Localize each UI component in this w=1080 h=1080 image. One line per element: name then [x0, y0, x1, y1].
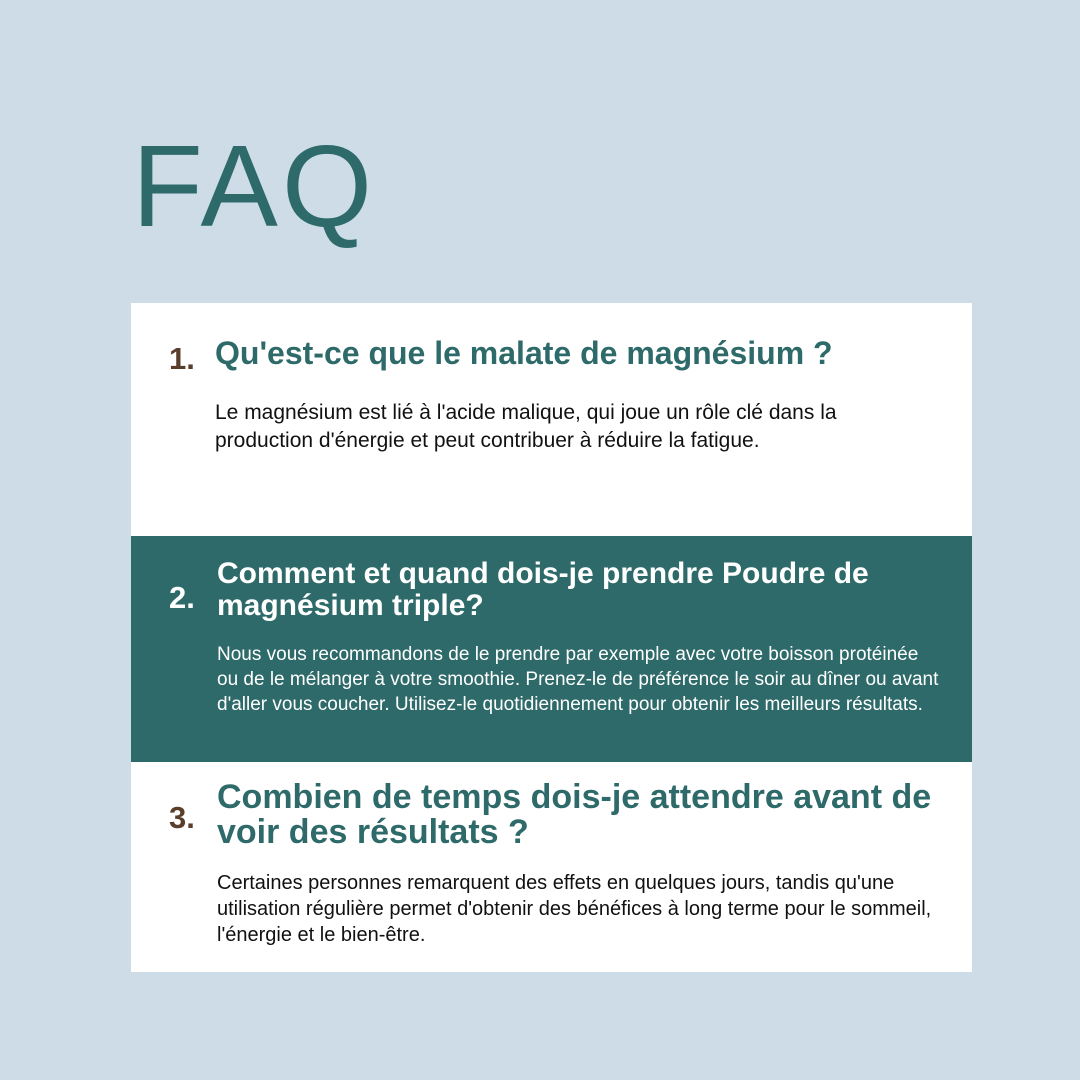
faq-question: Qu'est-ce que le malate de magnésium ? [215, 335, 833, 371]
faq-item-number: 1. [169, 341, 195, 376]
faq-item-number: 2. [169, 580, 195, 615]
faq-item-number: 3. [169, 800, 195, 835]
faq-answer: Nous vous recommandons de le prendre par exemple avec votre boisson protéinée ou de le mélanger à votre smoothie. Prenez-le de préférence le soir au dîner ou avant d'aller vous coucher. Utilisez-le quotidiennement pour obtenir les meilleurs résultats. [217, 644, 939, 715]
page-title: FAQ [132, 121, 377, 251]
faq-question: Comment et quand dois-je prendre Poudre de magnésium triple? [217, 557, 869, 622]
faq-item [131, 762, 972, 972]
faq-answer: Le magnésium est lié à l'acide malique, qui joue un rôle clé dans la production d'énergie et peut contribuer à réduire la fatigue. [215, 401, 837, 452]
faq-answer: Certaines personnes remarquent des effets en quelques jours, tandis qu'une utilisation régulière permet d'obtenir des bénéfices à long terme pour le sommeil, l'énergie et le bien-être. [217, 872, 932, 946]
faq-question: Combien de temps dois-je attendre avant de voir des résultats ? [217, 778, 932, 851]
faq-item-highlighted [131, 536, 972, 762]
faq-item [131, 303, 972, 536]
faq-panel [131, 303, 972, 972]
